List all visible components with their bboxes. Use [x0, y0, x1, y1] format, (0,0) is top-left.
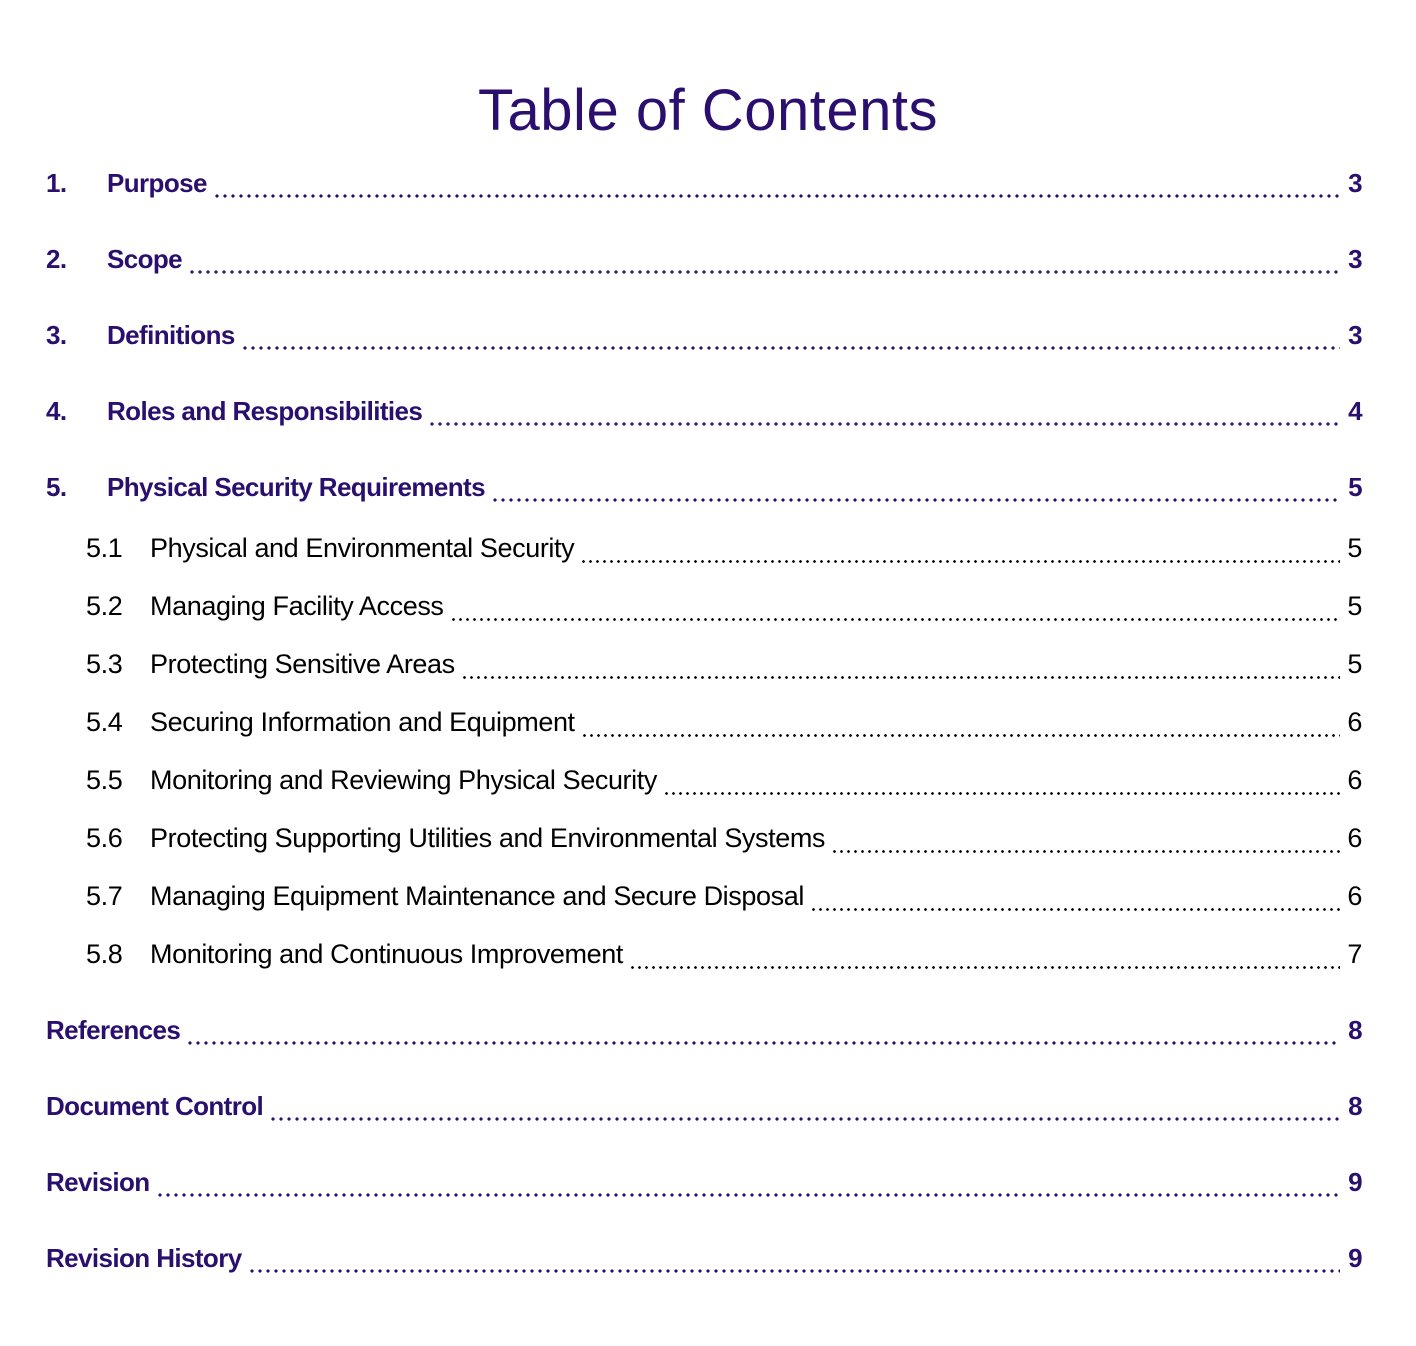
toc-entry-page: 4	[1348, 396, 1362, 426]
toc-entry-references[interactable]	[46, 1007, 1362, 1047]
toc-entry-title: References	[46, 1015, 181, 1045]
toc-dot-leader	[629, 937, 1340, 971]
toc-entry-title: Definitions	[107, 320, 235, 350]
toc-entry-title: Physical and Environmental Security	[150, 533, 575, 563]
toc-entry-definitions[interactable]	[46, 312, 1362, 352]
toc-entry-title: Revision	[46, 1167, 150, 1197]
toc-entry-number: 5.5	[86, 765, 123, 795]
toc-dot-leader	[241, 318, 1340, 352]
toc-entry-title: Monitoring and Continuous Improvement	[150, 939, 623, 969]
toc-entry-title: Managing Facility Access	[150, 591, 444, 621]
toc-subentry-5-4[interactable]	[46, 699, 1362, 739]
toc-entry-number: 5.4	[86, 707, 123, 737]
toc-entry-revision-history[interactable]	[46, 1235, 1362, 1275]
toc-entry-title: Protecting Supporting Utilities and Environmental Systems	[150, 823, 826, 853]
toc-entry-title: Document Control	[46, 1091, 264, 1121]
toc-entry-page: 9	[1348, 1243, 1362, 1273]
toc-entry-page: 5	[1347, 649, 1362, 679]
toc-dot-leader	[188, 242, 1340, 276]
toc-entry-page: 3	[1348, 244, 1362, 274]
toc-entry-page: 5	[1347, 591, 1362, 621]
toc-entry-number: 5.7	[86, 881, 123, 911]
toc-subentry-5-1[interactable]	[46, 525, 1362, 565]
toc-subentry-5-7[interactable]	[46, 873, 1362, 913]
toc-subentry-5-6[interactable]	[46, 815, 1362, 855]
toc-entry-title: Roles and Responsibilities	[107, 396, 423, 426]
toc-entry-number: 5.3	[86, 649, 123, 679]
toc-entry-purpose[interactable]	[46, 160, 1362, 200]
toc-entry-page: 6	[1347, 707, 1362, 737]
toc-dot-leader	[156, 1165, 1340, 1199]
toc-dot-leader	[428, 394, 1340, 428]
toc-entry-page: 7	[1347, 939, 1362, 969]
toc-entry-page: 5	[1347, 533, 1362, 563]
toc-entry-page: 6	[1347, 765, 1362, 795]
toc-entry-page: 5	[1348, 472, 1362, 502]
toc-entry-number: 2.	[46, 244, 67, 274]
toc-entry-page: 3	[1348, 320, 1362, 350]
toc-entry-number: 5.2	[86, 591, 123, 621]
toc-entry-number: 4.	[46, 396, 67, 426]
toc-entry-title: Purpose	[107, 168, 207, 198]
toc-entry-page: 6	[1347, 823, 1362, 853]
toc-dot-leader	[581, 705, 1340, 739]
toc-dot-leader	[663, 763, 1340, 797]
toc-entry-number: 5.1	[86, 533, 123, 563]
toc-entry-page: 3	[1348, 168, 1362, 198]
toc-dot-leader	[269, 1089, 1340, 1123]
toc-entry-title: Revision History	[46, 1243, 242, 1273]
toc-entry-revision[interactable]	[46, 1159, 1362, 1199]
toc-entry-number: 1.	[46, 168, 67, 198]
toc-entry-number: 5.8	[86, 939, 123, 969]
toc-entry-title: Scope	[107, 244, 183, 274]
toc-entry-physical-security-requirements[interactable]	[46, 464, 1362, 504]
toc-dot-leader	[580, 531, 1340, 565]
toc-dot-leader	[213, 166, 1340, 200]
toc-entry-page: 8	[1348, 1091, 1362, 1121]
toc-entry-page: 9	[1348, 1167, 1362, 1197]
toc-dot-leader	[450, 589, 1340, 623]
toc-entry-document-control[interactable]	[46, 1083, 1362, 1123]
toc-subentry-5-5[interactable]	[46, 757, 1362, 797]
toc-entry-title: Managing Equipment Maintenance and Secure Disposal	[150, 881, 804, 911]
toc-dot-leader	[810, 879, 1340, 913]
toc-entry-title: Securing Information and Equipment	[150, 707, 575, 737]
toc-entry-number: 5.	[46, 472, 67, 502]
toc-entry-scope[interactable]	[46, 236, 1362, 276]
toc-title: Table of Contents	[478, 77, 938, 143]
toc-entry-title: Physical Security Requirements	[107, 472, 485, 502]
toc-entry-title: Monitoring and Reviewing Physical Security	[150, 765, 657, 795]
toc-subentry-5-3[interactable]	[46, 641, 1362, 681]
toc-dot-leader	[186, 1013, 1340, 1047]
toc-entry-number: 3.	[46, 320, 67, 350]
toc-entry-title: Protecting Sensitive Areas	[150, 649, 455, 679]
toc-entry-page: 6	[1347, 881, 1362, 911]
toc-entry-number: 5.6	[86, 823, 123, 853]
toc-entry-roles[interactable]	[46, 388, 1362, 428]
toc-dot-leader	[831, 821, 1340, 855]
toc-dot-leader	[248, 1241, 1340, 1275]
toc-subentry-5-2[interactable]	[46, 583, 1362, 623]
toc-entry-page: 8	[1348, 1015, 1362, 1045]
toc-dot-leader	[461, 647, 1340, 681]
toc-subentry-5-8[interactable]	[46, 931, 1362, 971]
toc-dot-leader	[491, 470, 1340, 504]
